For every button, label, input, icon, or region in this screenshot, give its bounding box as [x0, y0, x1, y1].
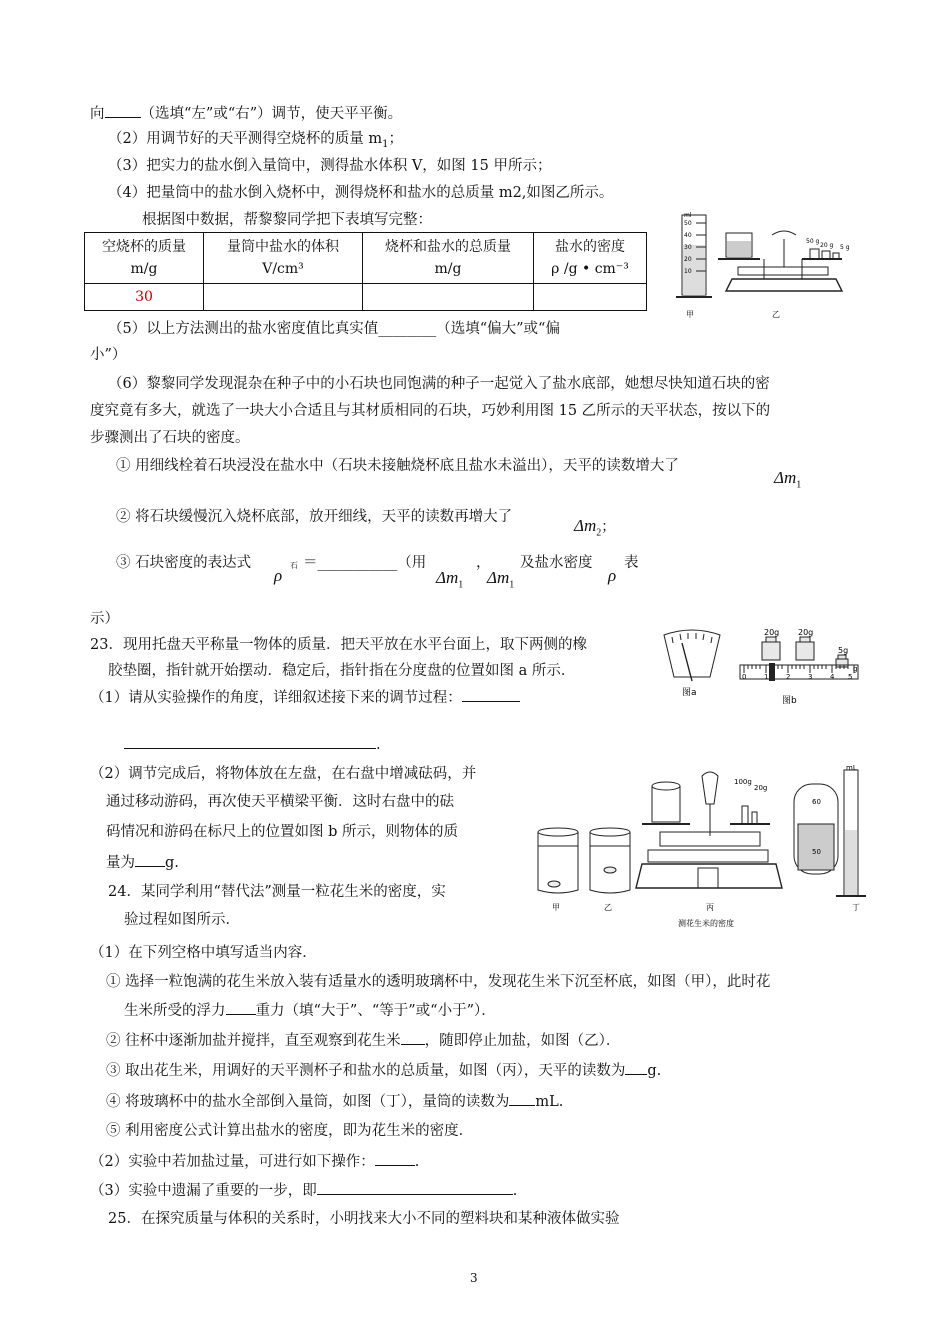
- q23-part-1-cont: [124, 734, 381, 755]
- header-text: 空烧杯的质量: [102, 239, 186, 255]
- missing-step-prefix: （3）实验中遗漏了重要的一步，即: [90, 1183, 317, 1199]
- figure-label: 乙: [604, 903, 612, 912]
- q24-part-2: [90, 1151, 419, 1172]
- observe-prefix: ② 往杯中逐渐加盐并搅拌，直至观察到花生米: [106, 1033, 401, 1049]
- q24-step-1-b: [124, 1000, 496, 1021]
- balance-reading-blank[interactable]: [625, 1060, 647, 1075]
- q22-line-0-prefix: 向: [90, 106, 105, 122]
- cylinder-tick: 30: [684, 244, 692, 251]
- q22-step-6-c: 步骤测出了石块的密度。: [90, 430, 250, 446]
- comma: ，: [476, 555, 491, 571]
- q22-line-0: [90, 103, 402, 124]
- mass-prefix: 量为: [106, 855, 135, 871]
- cylinder-tick: 10: [684, 268, 692, 275]
- cylinder-prefix: ④ 将玻璃杯中的盐水全部倒入量筒，如图（丁），量筒的读数为: [106, 1094, 510, 1110]
- q24-step-5: ⑤ 利用密度公式计算出盐水的密度，即为花生米的密度．: [106, 1123, 474, 1139]
- q23-part-2-c: 码情况和游码在标尺上的位置如图 b 所示，则物体的质: [106, 824, 458, 840]
- weight-label: 20g: [764, 628, 780, 637]
- rho-stone-subscript: 石: [290, 561, 298, 570]
- buoyancy-blank[interactable]: [226, 1000, 256, 1015]
- figure-label-yi: 乙: [772, 310, 780, 319]
- period: .: [512, 1183, 518, 1199]
- adjust-process-blank[interactable]: [462, 687, 520, 702]
- weight-label: 20g: [754, 784, 768, 792]
- delta-m-subscript: 2: [596, 527, 602, 539]
- cylinder-unit-text: mL.: [535, 1094, 564, 1110]
- q24-step-1-a: ① 选择一粒饱满的花生米放入装有适量水的透明玻璃杯中，发现花生米下沉至杯底，如图（甲），此时花: [106, 974, 771, 990]
- scale-tick-label: 0: [742, 673, 747, 681]
- delta-m1-ref-a: [436, 568, 463, 595]
- q22-sub-step-3-end: 示）: [90, 611, 119, 627]
- q23-part-2-b: 通过移动游码，再次使天平横梁平衡．这时右盘中的砝: [106, 794, 454, 810]
- q22-sub-step-3-d: 及盐水密度: [520, 555, 593, 571]
- header-unit: m/g: [130, 261, 158, 277]
- scale-tick-label: 5: [848, 673, 853, 681]
- q24-line-1: 验过程如图所示．: [124, 912, 240, 928]
- table-row: [85, 284, 647, 311]
- figure-a-dial: [660, 625, 724, 697]
- q24-step-3: [106, 1060, 661, 1081]
- q24-part-1: （1）在下列空格中填写适当内容．: [90, 945, 317, 961]
- q22-step-2-end: ；: [388, 131, 403, 147]
- semicolon: ；: [601, 520, 616, 535]
- cylinder-tick: 50: [812, 848, 821, 856]
- q24-step-2: [106, 1030, 620, 1051]
- weight-label: 50 g: [806, 238, 820, 245]
- observe-blank[interactable]: [401, 1030, 425, 1045]
- q24-line-0: 24．某同学利用“替代法”测量一粒花生米的密度，实: [108, 884, 446, 900]
- period: .: [414, 1154, 420, 1170]
- table-header-cell: [363, 233, 534, 284]
- weight-label: 5g: [838, 646, 849, 655]
- delta-m2: [574, 516, 615, 543]
- table-cell[interactable]: [204, 284, 363, 311]
- weight-label: 20g: [798, 628, 814, 637]
- header-unit: m/g: [434, 261, 462, 277]
- m1-subscript: 1: [382, 138, 389, 150]
- cylinder-tick: 20: [684, 256, 692, 263]
- q23-part-1: [90, 687, 520, 708]
- balance-prefix: ③ 取出花生米，用调好的天平测杯子和盐水的总质量，如图（丙），天平的读数为: [106, 1063, 626, 1079]
- q22-sub-step-1: ① 用细线栓着石块浸没在盐水中（石块未接触烧杯底且盐水未溢出），天平的读数增大了: [116, 458, 679, 474]
- figure-label-jia: 甲: [686, 310, 694, 319]
- cylinder-reading-blank[interactable]: [509, 1091, 535, 1106]
- scale-tick-label: 2: [786, 673, 791, 681]
- mass-blank[interactable]: [135, 852, 165, 867]
- figure-15-diagram: [672, 205, 868, 323]
- header-text: 量筒中盐水的体积: [227, 239, 339, 255]
- q23-line-0: 23．现用托盘天平称量一物体的质量．把天平放在水平台面上，取下两侧的橡: [90, 637, 587, 653]
- cylinder-unit: ml: [684, 212, 692, 219]
- observe-suffix: ，随即停止加盐，如图（乙）．: [424, 1033, 621, 1049]
- header-unit: V/cm³: [262, 261, 304, 277]
- figure-b-label: 图b: [782, 696, 797, 706]
- q23-line-1: 胶垫圈，指针就开始摆动．稳定后，指针指在分度盘的位置如图 a 所示．: [108, 663, 576, 679]
- q22-step-6-a: （6）黎黎同学发现混杂在种子中的小石块也同饱满的种子一起觉入了盐水底部，她想尽快知道石块的密: [108, 376, 770, 392]
- figure-caption: 测花生米的密度: [678, 919, 734, 928]
- table-header-cell: [204, 233, 363, 284]
- cylinder-tick: 60: [812, 798, 821, 806]
- q23-part-2-d: [106, 852, 179, 873]
- delta-m-symbol: Δm: [436, 568, 459, 587]
- buoyancy-prefix: 生米所受的浮力: [124, 1003, 226, 1019]
- header-text: 烧杯和盐水的总质量: [385, 239, 511, 255]
- table-header-cell: [85, 233, 204, 284]
- q22-step-6-b: 度究竟有多大，就选了一块大小合适且与其材质相同的石块，巧妙利用图 15 乙所示的天平状态，按以下的: [90, 403, 771, 419]
- rho-stone-symbol: [274, 566, 282, 586]
- mass-unit: g.: [165, 855, 179, 871]
- cylinder-tick: 50: [684, 220, 692, 227]
- delta-m-subscript: 1: [458, 579, 464, 591]
- header-text: 盐水的密度: [555, 239, 625, 255]
- table-cell[interactable]: [363, 284, 534, 311]
- delta-m1-ref-b: [487, 568, 514, 595]
- excess-salt-blank[interactable]: [375, 1151, 415, 1166]
- data-table: [84, 232, 647, 311]
- q22-line-1: [108, 129, 403, 155]
- table-header-row: [85, 233, 647, 284]
- delta-m-symbol: Δm: [774, 468, 797, 487]
- scale-tick-label: 1: [764, 673, 769, 681]
- q22-sub-step-3-e: 表: [624, 555, 639, 571]
- weight-label: 100g: [734, 778, 752, 786]
- q22-sub-step-2: ② 将石块缓慢沉入烧杯底部，放开细线，天平的读数再增大了: [116, 509, 513, 525]
- cylinder-tick: 40: [684, 232, 692, 239]
- table-cell: 30: [85, 284, 204, 311]
- cylinder-unit: mL: [846, 764, 857, 772]
- figure-label: 丙: [706, 903, 714, 912]
- rho-saltwater-symbol: [608, 566, 616, 586]
- q23-part-2-a: （2）调节完成后，将物体放在左盘，在右盘中增减砝码，并: [90, 766, 477, 782]
- q22-step-2: （2）用调节好的天平测得空烧杯的质量 m: [108, 131, 383, 147]
- q22-table-intro: 根据图中数据，帮黎黎同学把下表填写完整：: [142, 212, 432, 228]
- direction-blank[interactable]: [105, 103, 141, 118]
- weight-label: 20 g: [820, 242, 834, 249]
- delta-m1: [774, 468, 801, 495]
- balance-unit: g.: [647, 1063, 662, 1079]
- delta-m-subscript: 1: [796, 479, 802, 491]
- figure-a-label: 图a: [682, 688, 697, 697]
- figure-label: 丁: [852, 903, 860, 912]
- q22-step-4: （4）把量筒中的盐水倒入烧杯中，测得烧杯和盐水的总质量 m2,如图乙所示。: [108, 185, 614, 201]
- q24-step-4: [106, 1091, 563, 1112]
- figure-b-weights-scale: [738, 627, 862, 707]
- scale-tick-label: 4: [830, 673, 835, 681]
- scale-unit: g: [853, 665, 858, 673]
- rider-marker: [769, 663, 775, 681]
- q22-sub-step-3-a: ③ 石块密度的表达式: [116, 555, 252, 571]
- table-header-cell: [534, 233, 647, 284]
- header-unit: ρ /g • cm⁻³: [551, 261, 629, 277]
- q22-line-0-suffix: （选填“左”或“右”）调节，使天平平衡。: [140, 106, 403, 122]
- missing-step-blank[interactable]: [317, 1180, 513, 1195]
- delta-m-symbol: Δm: [574, 516, 597, 535]
- period: .: [376, 737, 381, 753]
- table-cell[interactable]: [534, 284, 647, 311]
- q22-step-5-cont: 小”）: [90, 347, 127, 363]
- q25-line-0: 25．在探究质量与体积的关系时，小明找来大小不同的塑料块和某种液体做实验: [108, 1211, 620, 1227]
- rho-symbol: ρ: [608, 566, 617, 585]
- excess-salt-prefix: （2）实验中若加盐过量，可进行如下操作：: [90, 1154, 375, 1170]
- peanut-density-figure: [530, 764, 872, 934]
- buoyancy-suffix: 重力（填“大于”、“等于”或“小于”）．: [255, 1003, 496, 1019]
- delta-m-subscript: 1: [509, 579, 515, 591]
- rho-symbol: ρ: [274, 566, 283, 585]
- q22-step-5: （5）以上方法测出的盐水密度值比真实值________（选填“偏大”或“偏: [108, 321, 560, 337]
- q24-part-3: [90, 1180, 517, 1201]
- page-number: 3: [470, 1271, 478, 1285]
- q23-part-1-text: （1）请从实验操作的角度，详细叙述接下来的调节过程：: [90, 690, 462, 706]
- scale-tick-label: 3: [808, 673, 813, 681]
- figure-label: 甲: [552, 903, 560, 912]
- q22-step-3: （3）把实力的盐水倒入量筒中，测得盐水体积 V，如图 15 甲所示；: [108, 158, 552, 174]
- q22-sub-step-3-b[interactable]: ＝___________（用: [303, 555, 427, 571]
- weight-label: 5 g: [840, 244, 850, 251]
- delta-m-symbol: Δm: [487, 568, 510, 587]
- adjust-process-blank-2[interactable]: [124, 734, 376, 749]
